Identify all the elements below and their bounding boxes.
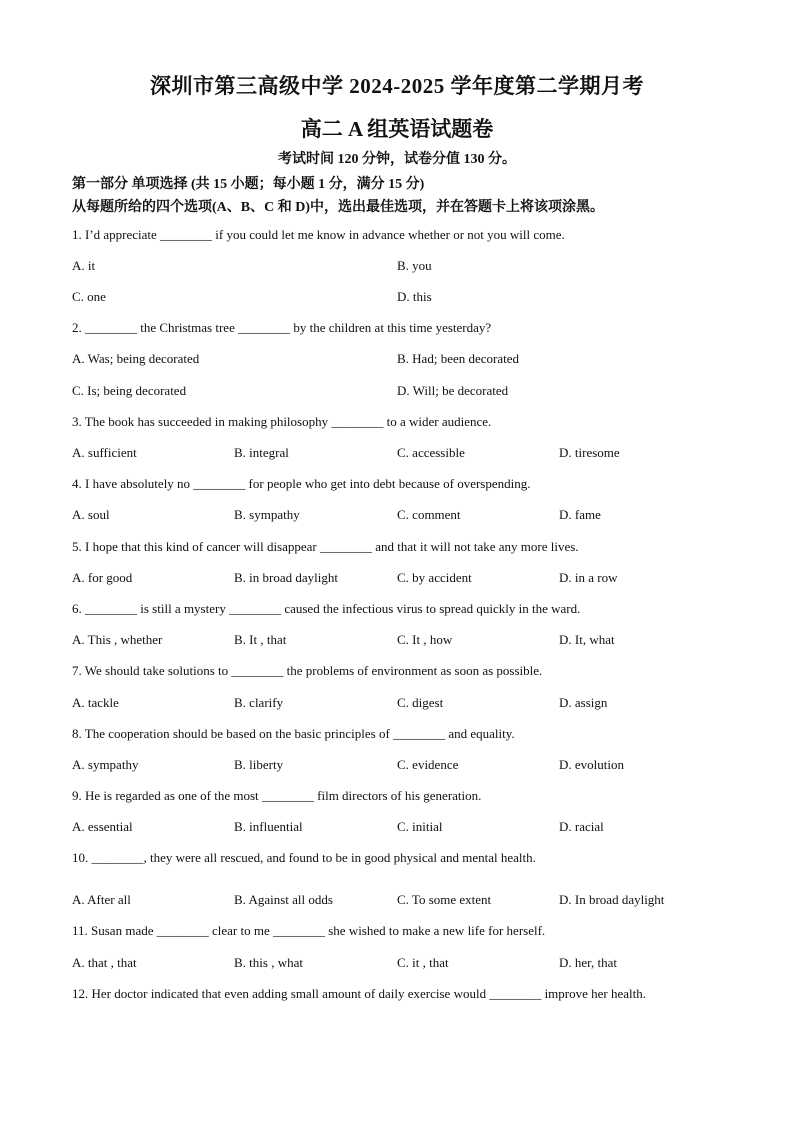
question-stem: 9. He is regarded as one of the most ________ film directors of his generation. — [72, 788, 482, 803]
option-a: A. tackle — [72, 695, 119, 710]
option-d: D. in a row — [559, 570, 618, 585]
option-c: C. To some extent — [397, 892, 492, 907]
option-d: D. racial — [559, 819, 604, 834]
option-a: A. After all — [72, 892, 131, 907]
question-stem: 6. ________ is still a mystery ________ caused the infectious virus to spread quickly in the ward. — [72, 601, 581, 616]
option-c: C. one — [72, 289, 106, 304]
section-heading: 第一部分 单项选择 (共 15 小题；每小题 1 分，满分 15 分) — [72, 177, 425, 192]
option-b: B. this , what — [234, 955, 303, 970]
option-b: B. Against all odds — [234, 892, 333, 907]
option-a: A. sufficient — [72, 445, 137, 460]
question-stem: 2. ________ the Christmas tree ________ by the children at this time yesterday? — [72, 320, 492, 335]
option-b: B. sympathy — [234, 507, 300, 522]
option-c: C. accessible — [397, 445, 465, 460]
option-b: B. Had; been decorated — [397, 351, 520, 366]
option-d: D. Will; be decorated — [397, 383, 509, 398]
question-stem: 10. ________, they were all rescued, and found to be in good physical and mental health. — [72, 850, 536, 865]
question-stem: 12. Her doctor indicated that even adding small amount of daily exercise would ________ improve her health. — [72, 986, 647, 1001]
option-a: A. it — [72, 258, 96, 273]
question-stem: 7. We should take solutions to ________ the problems of environment as soon as possible. — [72, 663, 543, 678]
option-a: A. that , that — [72, 955, 137, 970]
option-d: D. It, what — [559, 632, 615, 647]
option-d: D. In broad daylight — [559, 892, 665, 907]
option-d: D. this — [397, 289, 432, 304]
option-c: C. comment — [397, 507, 461, 522]
exam-subtitle: 高二 A 组英语试题卷 — [300, 117, 494, 141]
question-stem: 4. I have absolutely no ________ for people who get into debt because of overspending. — [72, 476, 531, 491]
question-stem: 11. Susan made ________ clear to me ________ she wished to make a new life for herself. — [72, 923, 546, 938]
option-c: C. digest — [397, 695, 444, 710]
question-stem: 8. The cooperation should be based on the basic principles of ________ and equality. — [72, 726, 515, 741]
option-a: A. sympathy — [72, 757, 139, 772]
option-d: D. assign — [559, 695, 608, 710]
option-b: B. you — [397, 258, 432, 273]
option-d: D. evolution — [559, 757, 624, 772]
section-instruction: 从每题所给的四个选项(A、B、C 和 D)中，选出最佳选项，并在答题卡上将该项涂黑。 — [72, 200, 604, 215]
option-c: C. Is; being decorated — [72, 383, 187, 398]
option-b: B. in broad daylight — [234, 570, 338, 585]
question-stem: 5. I hope that this kind of cancer will disappear ________ and that it will not take any more lives. — [72, 539, 579, 554]
exam-title: 深圳市第三高级中学 2024-2025 学年度第二学期月考 — [150, 74, 644, 98]
option-c: C. It , how — [397, 632, 453, 647]
option-d: D. fame — [559, 507, 601, 522]
option-d: D. tiresome — [559, 445, 620, 460]
option-b: B. influential — [234, 819, 303, 834]
option-c: C. evidence — [397, 757, 459, 772]
option-a: A. for good — [72, 570, 133, 585]
option-c: C. by accident — [397, 570, 472, 585]
question-stem: 1. I’d appreciate ________ if you could let me know in advance whether or not you will come. — [72, 227, 565, 242]
option-b: B. liberty — [234, 757, 284, 772]
question-stem: 3. The book has succeeded in making philosophy ________ to a wider audience. — [72, 414, 492, 429]
option-a: A. soul — [72, 507, 110, 522]
option-a: A. essential — [72, 819, 133, 834]
option-a: A. Was; being decorated — [72, 351, 200, 366]
option-d: D. her, that — [559, 955, 617, 970]
option-b: B. It , that — [234, 632, 287, 647]
option-b: B. integral — [234, 445, 289, 460]
option-c: C. initial — [397, 819, 443, 834]
option-b: B. clarify — [234, 695, 284, 710]
exam-info: 考试时间 120 分钟，试卷分值 130 分。 — [278, 152, 516, 167]
option-c: C. it , that — [397, 955, 449, 970]
option-a: A. This , whether — [72, 632, 163, 647]
